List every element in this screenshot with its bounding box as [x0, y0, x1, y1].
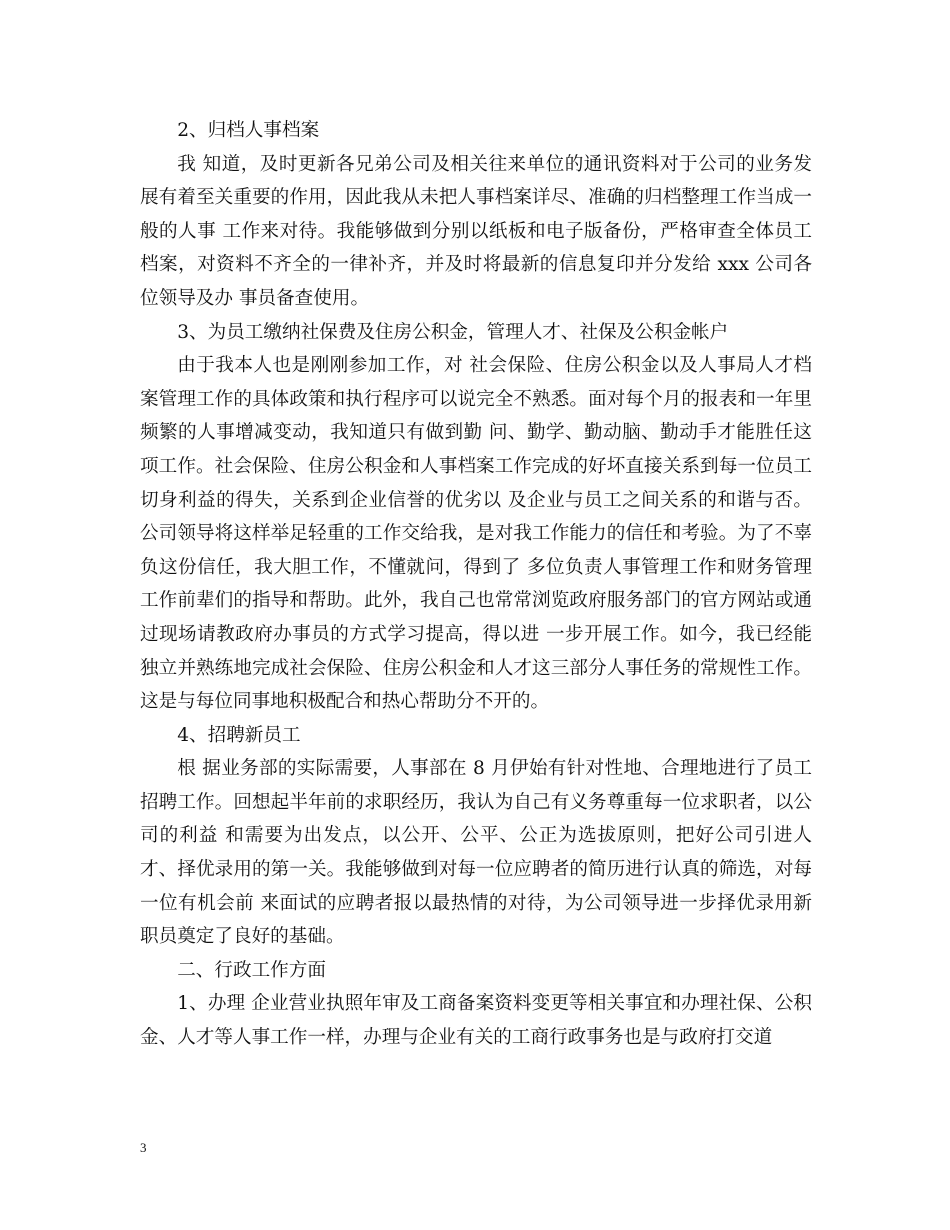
document-body	[140, 114, 812, 1055]
section-heading: 二、行政工作方面	[177, 959, 326, 981]
section-heading: 4、招聘新员工	[177, 724, 301, 746]
body-paragraph: 我 知道，及时更新各兄弟公司及相关往来单位的通讯资料对于公司的业务发展有着至关重要的作用，因此我从未把人事档案详尽、准确的归档整理工作当成一般的人事 工作来对待。我能够做到分别以纸板和电子版备份，严格审查全体员工档案，对资料不齐全的一律补齐，并及时将最新的信息复印并分发给 xxx 公司各位领导及办 事员备查使用。	[140, 153, 812, 309]
body-paragraph: 由于我本人也是刚刚参加工作，对 社会保险、住房公积金以及人事局人才档案管理工作的具体政策和执行程序可以说完全不熟悉。面对每个月的报表和一年里频繁的人事增减变动，我知道只有做到勤 问、勤学、勤动脑、勤动手才能胜任这项工作。社会保险、住房公积金和人事档案工作完成的好坏直接关系到每一位员工切身利益的得失，关系到企业信誉的优劣以 及企业与员工之间关系的和谐与否。公司领导将这样举足轻重的工作交给我，是对我工作能力的信任和考验。为了不辜负这份信任，我大胆工作，不懂就问，得到了 多位负责人事管理工作和财务管理工作前辈们的指导和帮助。此外，我自己也常常浏览政府服务部门的官方网站或通过现场请教政府办事员的方式学习提高，得以进 一步开展工作。如今，我已经能独立并熟练地完成社会保险、住房公积金和人才这三部分人事任务的常规性工作。这是与每位同事地积极配合和热心帮助分不开的。	[140, 355, 812, 713]
body-paragraph: 1、办理 企业营业执照年审及工商备案资料变更等相关事宜和办理社保、公积金、人才等人事工作一样，办理与企业有关的工商行政事务也是与政府打交道	[140, 993, 812, 1049]
page-number: 3	[140, 1140, 147, 1155]
body-paragraph: 根 据业务部的实际需要，人事部在 8 月伊始有针对性地、合理地进行了员工招聘工作。回想起半年前的求职经历，我认为自己有义务尊重每一位求职者，以公司的利益 和需要为出发点，以公开、公平、公正为选拔原则，把好公司引进人才、择优录用的第一关。我能够做到对每一位应聘者的简历进行认真的筛选，对每一位有机会前 来面试的应聘者报以最热情的对待，为公司领导进一步择优录用新职员奠定了良好的基础。	[140, 758, 812, 948]
section-heading: 3、为员工缴纳社保费及住房公积金，管理人才、社保及公积金帐户	[177, 321, 729, 343]
section-heading: 2、归档人事档案	[177, 120, 320, 141]
